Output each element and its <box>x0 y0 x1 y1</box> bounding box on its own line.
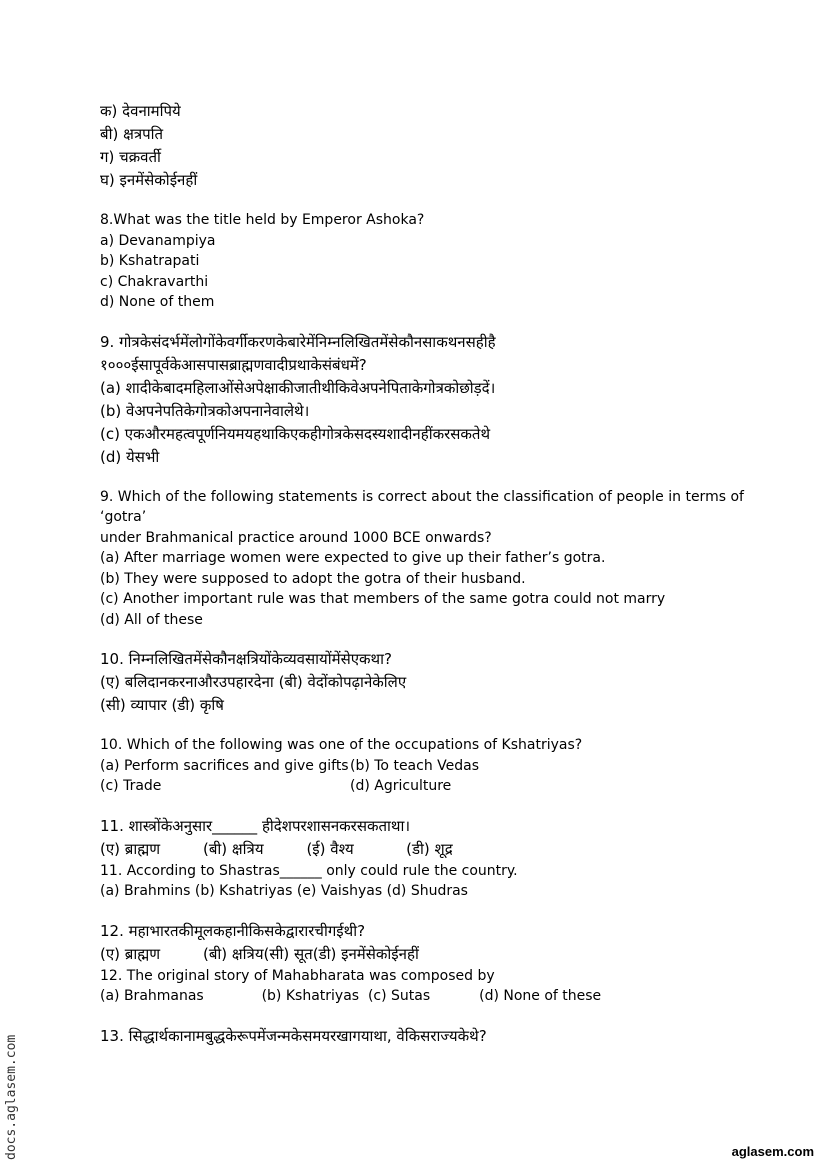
option-text: (c) Another important rule was that members of the same gotra could not marry <box>100 591 666 607</box>
question-text: 10. Which of the following was one of the occupations of Kshatriyas? <box>100 737 583 753</box>
option-text: (सी) व्यापार (डी) कृषि <box>100 696 224 714</box>
question-text: under Brahmanical practice around 1000 BCE onwards? <box>100 529 492 546</box>
question-text: 12. The original story of Mahabharata was composed by <box>100 967 495 984</box>
question-text: ‘gotra’ <box>100 509 147 525</box>
text-line: ग) चक्रवर्ती <box>100 148 161 166</box>
option-text: a) Devanampiya <box>100 232 216 249</box>
question-text: 9. Which of the following statements is correct about the classification of people in terms of <box>100 488 744 505</box>
question-text: 10. निम्नलिखितमेंसेकौनक्षत्रियोंकेव्यवसायोंमेंसेएकथा? <box>100 650 392 668</box>
q8-english <box>100 210 780 313</box>
option-text: d) None of them <box>100 294 215 310</box>
q11-hindi <box>100 815 780 861</box>
option-text: (d) All of these <box>100 611 203 628</box>
option-text: (ए) ब्राह्मण (बी) क्षत्रिय (ई) वैश्य (डी) शूद्र <box>100 839 453 858</box>
option-text: (a) शादीकेबादमहिलाओंसेअपेक्षाकीजातीथीकिवेअपनेपिताकेगोत्रकोछोड़दें। <box>100 378 496 397</box>
document-body <box>100 100 780 1048</box>
question-text: 13. सिद्धार्थकानामबुद्धकेरूपमेंजन्मकेसमयरखागयाथा, वेकिसराज्यकेथे? <box>100 1026 487 1045</box>
q11-english <box>100 861 780 902</box>
text-line: क) देवनामपिये <box>100 102 181 120</box>
text-line: बी) क्षत्रपति <box>100 125 164 143</box>
option-text: (d) Agriculture <box>350 778 452 794</box>
q12-hindi <box>100 920 780 966</box>
option-text: (ए) बलिदानकरनाऔरउपहारदेना (बी) वेदोंकोपढ़ानेकेलिए <box>100 673 407 691</box>
option-text: (ए) ब्राह्मण (बी) क्षत्रिय(सी) सूत(डी) इनमेंसेकोईनहीं <box>100 944 419 963</box>
option-text: (b) To teach Vedas <box>350 757 480 774</box>
q10-hindi <box>100 648 780 717</box>
text-line: घ) इनमेंसेकोईनहीं <box>100 171 198 189</box>
q8-hindi-options <box>100 100 780 192</box>
option-text: (a) After marriage women were expected to give up their father’s gotra. <box>100 550 606 566</box>
option-text: b) Kshatrapati <box>100 253 200 269</box>
option-text: (d) येसभी <box>100 447 160 466</box>
question-text: 9. गोत्रकेसंदर्भमेंलोगोंकेवर्गीकरणकेबारेमेंनिम्नलिखितमेंसेकौनसाकथनसहीहै <box>100 332 496 351</box>
option-text: (c) Trade <box>100 778 162 794</box>
q12-english <box>100 966 780 1007</box>
option-row <box>100 776 780 797</box>
question-text: 8.What was the title held by Emperor Ashoka? <box>100 212 425 228</box>
q10-english <box>100 735 780 797</box>
question-text: १०००ईसापूर्वकेआसपासब्राह्मणवादीप्रथाकेसंबंधमें? <box>100 355 367 374</box>
watermark: docs.aglasem.com <box>4 1034 19 1160</box>
footer-brand[interactable]: aglasem.com <box>731 1144 814 1159</box>
option-text: (a) Brahmins (b) Kshatriyas (e) Vaishyas (d) Shudras <box>100 883 468 899</box>
option-text: (a) Perform sacrifices and give gifts <box>100 757 349 774</box>
option-text: (b) वेअपनेपतिकेगोत्रकोअपनानेवालेथे। <box>100 401 310 420</box>
option-row <box>100 756 780 777</box>
option-text: c) Chakravarthi <box>100 273 209 290</box>
question-text: 12. महाभारतकीमूलकहानीकिसकेद्वारारचीगईथी? <box>100 921 366 940</box>
q9-english <box>100 487 780 631</box>
option-text: (b) They were supposed to adopt the gotra of their husband. <box>100 570 526 587</box>
option-text: (c) एकऔरमहत्वपूर्णनियमयहथाकिएकहीगोत्रकेसदस्यशादीनहींकरसकतेथे <box>100 424 491 443</box>
q13-hindi <box>100 1025 780 1048</box>
q9-hindi <box>100 331 780 469</box>
question-text: 11. शास्त्रोंकेअनुसार______ हीदेशपरशासनकरसकताथा। <box>100 816 411 835</box>
question-text: 11. According to Shastras______ only could rule the country. <box>100 862 518 879</box>
option-text: (a) Brahmanas (b) Kshatriyas (c) Sutas (d) None of these <box>100 988 602 1004</box>
